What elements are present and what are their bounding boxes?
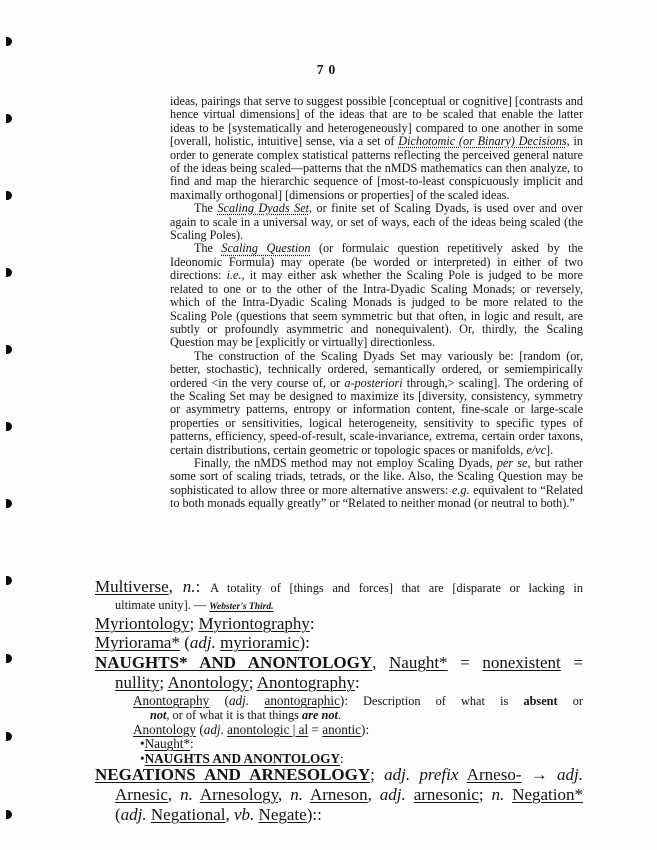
entry-multiverse-line1: [95, 577, 583, 598]
text-segment: [406, 785, 414, 804]
text-segment: Arneson: [309, 784, 368, 804]
entry-negations-line1: [95, 766, 583, 785]
text-segment: NAUGHTS AND ANONTOLOGY: [144, 750, 341, 766]
entry-anontography-line2: [150, 709, 583, 723]
text-segment: ;: [159, 673, 168, 692]
text-segment: ;: [478, 784, 492, 804]
text-segment: Multiverse: [95, 577, 169, 596]
entry-naughts-line2: [115, 674, 583, 693]
text-segment: →: [521, 764, 558, 784]
binding-mark: [6, 114, 12, 123]
text-segment: The: [194, 201, 218, 216]
entry-bullet-naught: [140, 737, 583, 752]
text-segment: , or finite set of Scaling Dyads, is used over and over again to scale in a universal way, or set of ways, each of the ideas being scaled (the Scaling Poles).: [170, 201, 583, 243]
text-segment: absent: [523, 694, 558, 708]
text-segment: ].: [546, 442, 554, 457]
paragraph-scaling-ideas: [170, 95, 583, 202]
text-segment: Scaling Dyads Set: [217, 201, 309, 216]
text-segment: n.: [491, 784, 505, 804]
text-segment: A totality of [things and forces] that are [disparate or lacking in: [210, 581, 583, 595]
text-segment: [458, 765, 466, 784]
text-segment: not: [150, 708, 167, 722]
entry-negations-line2: [115, 785, 583, 806]
text-segment: per se,: [496, 455, 531, 470]
text-segment: :: [195, 577, 211, 596]
text-segment: Anontography: [133, 693, 210, 708]
text-segment: ideas, pairings that serve to suggest possible [conceptual or cognitive] [contrasts and hence virtual dimensions] of the ideas that are to be scaled that enable the latter ideas to be [systematically and heterogeneously] compared to one another in some [overall, holistic, intuitive] sense, via a set of: [170, 94, 583, 149]
binding-mark: [6, 732, 12, 741]
text-segment: Anontology: [133, 721, 197, 737]
text-segment: ;: [248, 673, 257, 692]
entry-myriorama: [95, 633, 583, 653]
binding-mark: [6, 810, 12, 819]
text-segment: ):: [361, 721, 370, 737]
text-segment: Negational: [150, 804, 226, 824]
text-segment: :: [309, 614, 315, 633]
text-segment: The: [194, 241, 222, 256]
text-segment: anontic: [322, 721, 362, 737]
text-segment: anontologic | al: [227, 721, 309, 737]
text-segment: :: [354, 673, 360, 692]
text-segment: Scaling Question: [221, 241, 311, 256]
entry-negations-line3: [115, 806, 583, 825]
text-segment: or: [557, 694, 583, 708]
text-segment: nonexistent: [482, 653, 561, 672]
entry-bullet-naughts: [140, 752, 583, 766]
paragraph-scaling-dyads-set: [170, 202, 583, 242]
text-segment: [249, 693, 264, 708]
text-segment: vb.: [234, 804, 255, 824]
text-segment: (: [196, 721, 204, 737]
text-segment: ;: [370, 764, 385, 784]
page-number: 70: [316, 62, 341, 77]
text-segment: adj.: [203, 721, 224, 737]
text-segment: Myriontology: [95, 614, 190, 633]
text-segment: adj.: [189, 633, 216, 652]
text-segment: ,: [168, 577, 183, 596]
text-segment: ,: [225, 804, 234, 824]
text-segment: ;: [189, 614, 199, 633]
text-segment: Myriontography: [198, 614, 310, 633]
text-segment: i.e.,: [226, 268, 245, 283]
text-segment: ):: [299, 633, 310, 652]
text-segment: (: [115, 804, 121, 824]
text-segment: but rather some sort of scaling triads, tetrads, or the like. Also, the Scaling Question may be sophisticated to allow three or more alternative answers:: [170, 455, 583, 497]
text-segment: •: [140, 736, 145, 751]
binding-mark: [6, 422, 12, 431]
text-segment: Naught*: [389, 653, 448, 672]
text-segment: through,> scaling]. The ordering of the Scaling Set may be designed to maximize its [diversity, consistency, symmetry or asymmetry patterns, entropy or information content, fine-scale or large-scale properties or sensitivities, logical heterogeneity, sensitivity to specific types of patterns, efficiency, speed-of-result, scale-invariance, extrema, certain order taxons, certain distributions, certain geometric or topologic spaces or manifolds,: [170, 375, 583, 457]
text-segment: n.: [180, 784, 193, 804]
text-segment: NEGATIONS AND ARNESOLOGY: [95, 764, 371, 784]
text-segment: adj.: [379, 784, 406, 804]
text-segment: it may either ask whether the Scaling Pole is judged to be more related to one or to the other of the Intra-Dyadic Scaling Monads; or reversely, which of the Intra-Dyadic Scaling Monads is judged to be more related to the Scaling Pole (questions that seem symmetric but that often, in logic and result, are subtly or profoundly asymmetric and nonequivalent). Or, thirdly, the Scaling Question may be [explicitly or virtually] directionless.: [170, 268, 583, 350]
text-segment: •: [140, 750, 145, 766]
text-segment: =: [308, 721, 323, 737]
text-segment: , in order to generate complex statistical patterns reflecting the perceived general nature of the ideas being scaled—patterns that the nMDS mathematics can then analyze, to find and map the hierarchic sequence of [most-to-least conspicuously implicit and maximally orthogonal] [dimensions or properties] of the scaled ideas.: [170, 134, 583, 202]
binding-mark: [6, 576, 12, 585]
text-segment: Anontography: [256, 673, 355, 692]
text-segment: ,: [367, 784, 380, 804]
text-segment: Negation*: [512, 784, 584, 804]
text-segment: )::: [306, 804, 322, 824]
text-segment: Naught*: [144, 736, 191, 751]
text-segment: Arnesic: [115, 784, 168, 804]
text-segment: adj.: [557, 764, 584, 784]
text-segment: =: [560, 653, 583, 672]
text-segment: Arnesology: [199, 784, 279, 804]
body-text-column: [170, 95, 583, 511]
text-segment: ,: [167, 784, 181, 804]
text-segment: n.: [182, 577, 196, 596]
text-segment: equivalent to “Related to both monads equally greatly” or “Related to neither monad (or neutral to both).”: [170, 482, 583, 511]
text-segment: Myriorama*: [95, 633, 180, 652]
text-segment: Webster's Third.: [209, 602, 274, 612]
text-segment: Anontology: [167, 673, 249, 692]
binding-mark: [6, 654, 12, 663]
text-segment: .: [337, 708, 341, 722]
text-segment: adj. prefix: [384, 764, 459, 784]
text-segment: e/vc: [526, 442, 547, 457]
text-segment: (: [209, 693, 229, 708]
text-segment: ultimate unity]. —: [115, 598, 210, 612]
text-segment: adj.: [120, 804, 147, 824]
text-segment: [504, 785, 512, 804]
text-segment: , or of what it is that things: [166, 708, 303, 722]
entry-naughts-line1: [95, 653, 583, 674]
text-segment: NAUGHTS* AND ANONTOLOGY: [95, 653, 373, 672]
paragraph-finally: [170, 457, 583, 511]
binding-mark: [6, 499, 12, 508]
entry-multiverse-line2: [115, 598, 583, 615]
binding-marks: [0, 0, 20, 850]
text-segment: :: [190, 736, 194, 751]
text-segment: Description of what is: [347, 694, 524, 708]
text-segment: a-posteriori: [344, 375, 403, 390]
text-segment: myrioramic: [220, 633, 300, 652]
binding-mark: [6, 191, 12, 200]
text-segment: (or formulaic question repetitively asked by the Ideonomic Formula) may operate (be worded or interpreted) in either of two directions:: [170, 241, 583, 283]
entry-anontology: [133, 723, 583, 738]
binding-mark: [6, 37, 12, 46]
text-segment: Negate: [258, 804, 307, 824]
text-segment: nullity: [115, 673, 160, 692]
text-segment: are not: [302, 708, 338, 722]
paragraph-construction: [170, 350, 583, 457]
binding-mark: [6, 268, 12, 277]
text-segment: =: [447, 653, 483, 672]
text-segment: The construction of the Scaling Dyads Set may variously be: [random (or, better, stochastic), technically ordered, semantically ordered, or semiempirically ordered <in the very course of, or: [170, 348, 583, 390]
text-segment: ):: [339, 693, 348, 708]
text-segment: ,: [278, 784, 291, 804]
entry-anontography-line1: [133, 693, 583, 709]
text-segment: anontographic: [264, 693, 340, 708]
text-segment: (: [179, 633, 190, 652]
text-segment: [193, 785, 200, 804]
text-segment: Arneso-: [466, 764, 522, 784]
text-segment: Dichotomic (or Binary) Decisions: [398, 134, 567, 149]
text-segment: n.: [290, 784, 303, 804]
binding-mark: [6, 345, 12, 354]
text-segment: :: [340, 750, 344, 766]
text-segment: e.g.: [451, 482, 470, 497]
text-segment: arnesonic: [413, 784, 479, 804]
glossary-entries: [95, 577, 583, 825]
text-segment: ,: [372, 653, 390, 672]
text-segment: [303, 785, 310, 804]
entry-myriontology: [95, 615, 583, 633]
paragraph-scaling-question: [170, 242, 583, 349]
text-segment: adj.: [228, 693, 250, 708]
text-segment: Finally, the nMDS method may not employ Scaling Dyads,: [194, 455, 497, 470]
